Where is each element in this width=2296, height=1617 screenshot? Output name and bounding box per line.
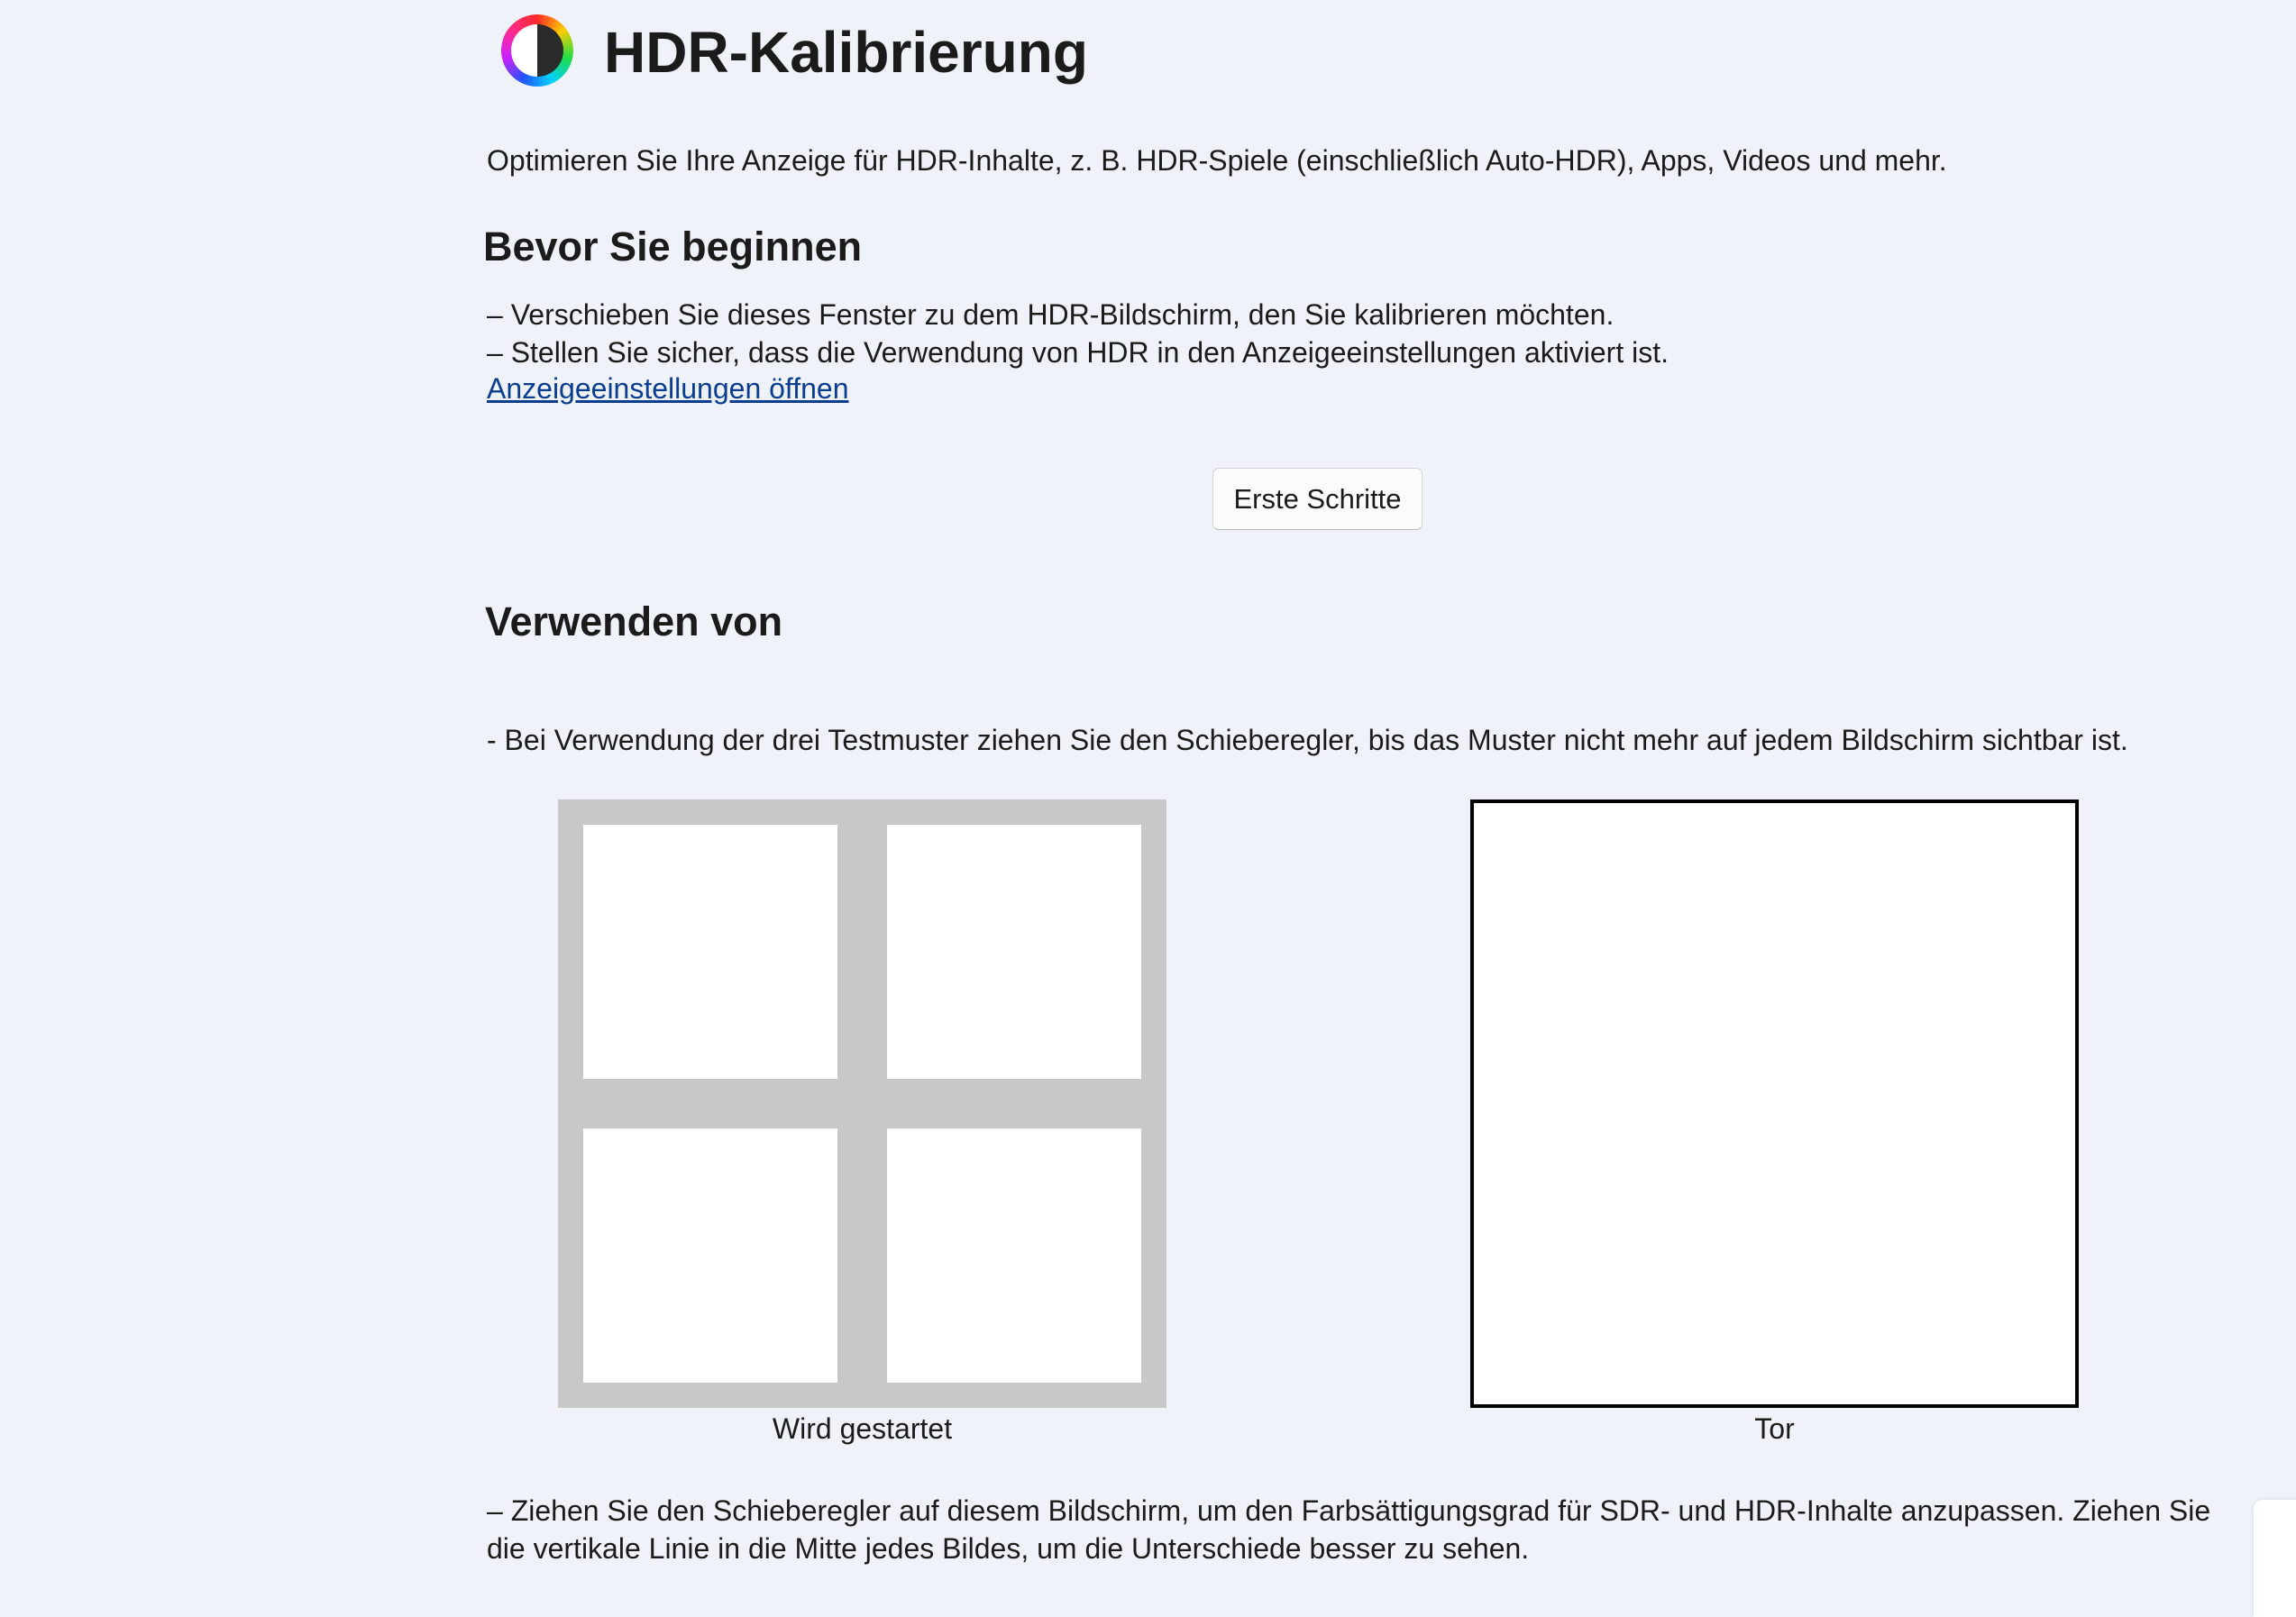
test-pattern-cross [558,799,1166,1408]
step-enable-hdr: – Stellen Sie sicher, dass die Verwendung von HDR in den Anzeigeeinstellungen aktiviert ist. [487,336,1669,369]
pattern-quadrant [887,825,1141,1079]
color-wheel-icon [501,14,573,87]
step-move-window: – Verschieben Sie dieses Fenster zu dem HDR-Bildschirm, den Sie kalibrieren möchten. [487,298,1615,331]
saturation-instruction-line1: – Ziehen Sie den Schieberegler auf diesem Bildschirm, um den Farbsättigungsgrad für SDR- und HDR-Inhalte anzupassen. Ziehen Sie [487,1494,2211,1527]
pattern-quadrant [583,825,837,1079]
partial-panel [2254,1500,2296,1617]
pattern-quadrant [583,1128,837,1383]
saturation-instruction-line2: die vertikale Linie in die Mitte jedes Bildes, um die Unterschiede besser zu sehen. [487,1532,1530,1565]
intro-text: Optimieren Sie Ihre Anzeige für HDR-Inhalte, z. B. HDR-Spiele (einschließlich Auto-HDR), Apps, Videos und mehr. [487,144,1947,177]
test-pattern-box [1470,799,2079,1408]
usage-heading: Verwenden von [485,598,783,644]
pattern-caption-goal: Tor [1754,1412,1795,1445]
page-title: HDR-Kalibrierung [604,20,1088,85]
usage-instruction: - Bei Verwendung der drei Testmuster ziehen Sie den Schieberegler, bis das Muster nicht mehr auf jedem Bildschirm sichtbar ist. [487,724,2128,756]
before-heading: Bevor Sie beginnen [483,224,863,270]
pattern-caption-start: Wird gestartet [772,1412,953,1445]
get-started-button[interactable]: Erste Schritte [1212,468,1422,530]
pattern-quadrant [887,1128,1141,1383]
open-display-settings-link[interactable]: Anzeigeeinstellungen öffnen [487,372,849,405]
